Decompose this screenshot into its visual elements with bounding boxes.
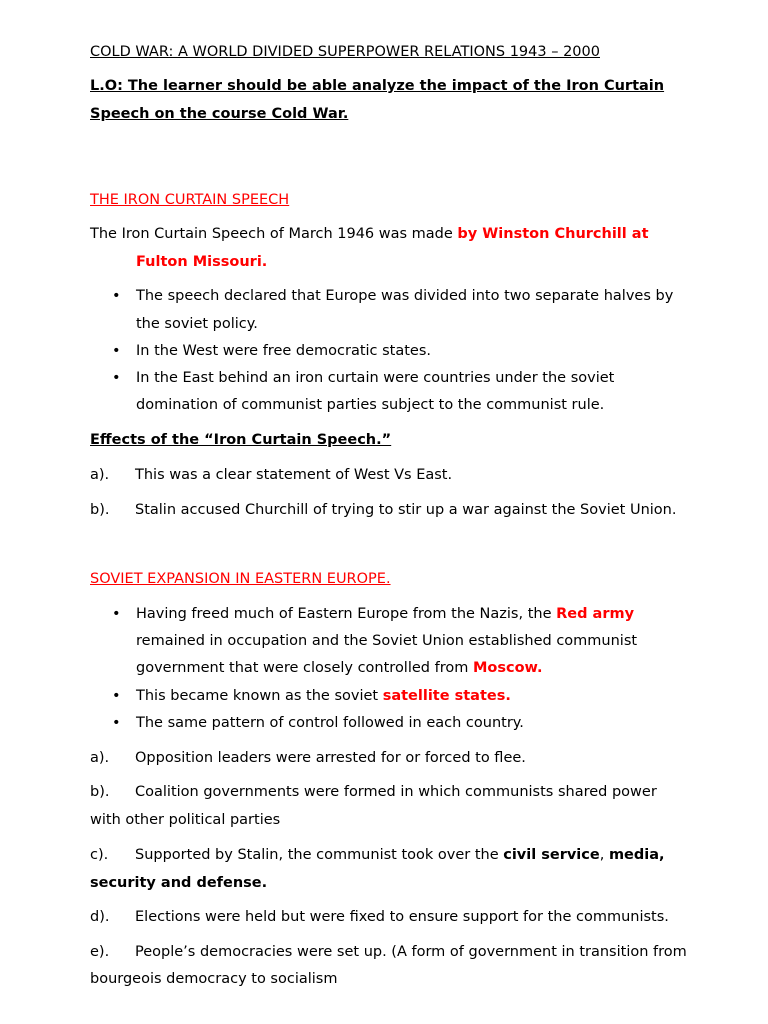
bullet-icon: • [112,606,121,622]
soviet-item-e-line-1 [90,942,687,962]
learning-objective-line-1: L.O: The learner should be able analyze the impact of the Iron Curtain [90,78,665,94]
bullet-item-2: In the West were free democratic states. [136,343,432,359]
item-label: b). [90,784,110,800]
intro-paragraph [90,224,649,244]
item-label: a). [90,750,110,766]
soviet-item-a [90,748,526,768]
item-text: People’s democracies were set up. (A form of government in transition from [135,944,687,960]
document-title: COLD WAR: A WORLD DIVIDED SUPERPOWER RELATIONS 1943 – 2000 [90,44,600,60]
item-label: a). [90,467,110,483]
item-text: Elections were held but were fixed to ensure support for the communists. [135,909,669,925]
item-label: b). [90,502,110,518]
item-label: d). [90,909,110,925]
intro-highlight: by Winston Churchill at [457,226,649,242]
bullet-item-3-line-1: In the East behind an iron curtain were countries under the soviet [136,370,615,386]
soviet-bullet-1-line-2: remained in occupation and the Soviet Union established communist [136,633,638,649]
effects-item-b [90,500,676,520]
bullet-icon: • [112,715,121,731]
intro-highlight-continued: Fulton Missouri. [136,254,268,270]
bullet-icon: • [112,288,121,304]
item-text: Opposition leaders were arrested for or forced to flee. [135,750,526,766]
bullet-highlight: satellite states. [382,688,511,704]
effects-item-a [90,465,452,485]
soviet-bullet-2 [136,686,511,706]
item-text: , [599,847,609,863]
soviet-item-d [90,907,669,927]
soviet-item-b-line-2: with other political parties [90,812,281,828]
bullet-highlight: Red army [556,606,635,622]
bullet-item-1-line-1: The speech declared that Europe was divided into two separate halves by [136,288,674,304]
bullet-highlight: Moscow. [472,660,543,676]
bullet-item-1-line-2: the soviet policy. [136,316,258,332]
soviet-bullet-1-line-1 [136,604,634,624]
effects-heading: Effects of the “Iron Curtain Speech.” [90,432,392,448]
section-heading-soviet-expansion: SOVIET EXPANSION IN EASTERN EUROPE. [90,571,391,587]
bullet-icon: • [112,343,121,359]
section-heading-iron-curtain: THE IRON CURTAIN SPEECH [90,192,290,208]
item-label: c). [90,847,109,863]
item-text: This was a clear statement of West Vs East. [135,467,453,483]
item-text: Coalition governments were formed in which communists shared power [135,784,657,800]
intro-text: The Iron Curtain Speech of March 1946 was made [90,226,458,242]
bullet-text: This became known as the soviet [136,688,383,704]
item-bold-text: media, [608,847,665,863]
bullet-icon: • [112,688,121,704]
bullet-text: Having freed much of Eastern Europe from the Nazis, the [136,606,557,622]
soviet-bullet-3: The same pattern of control followed in each country. [136,715,524,731]
learning-objective-line-2: Speech on the course Cold War. [90,106,349,122]
item-bold-text: civil service [503,847,600,863]
soviet-item-c-line-2: security and defense. [90,875,268,891]
soviet-bullet-1-line-3 [136,658,543,678]
bullet-item-3-line-2: domination of communist parties subject to the communist rule. [136,397,605,413]
item-label: e). [90,944,110,960]
soviet-item-e-line-2: bourgeois democracy to socialism [90,971,338,987]
item-text: Supported by Stalin, the communist took over the [135,847,504,863]
bullet-icon: • [112,370,121,386]
bullet-text: government that were closely controlled from [136,660,473,676]
soviet-item-c-line-1 [90,845,665,865]
item-text: Stalin accused Churchill of trying to stir up a war against the Soviet Union. [135,502,677,518]
soviet-item-b-line-1 [90,782,657,802]
